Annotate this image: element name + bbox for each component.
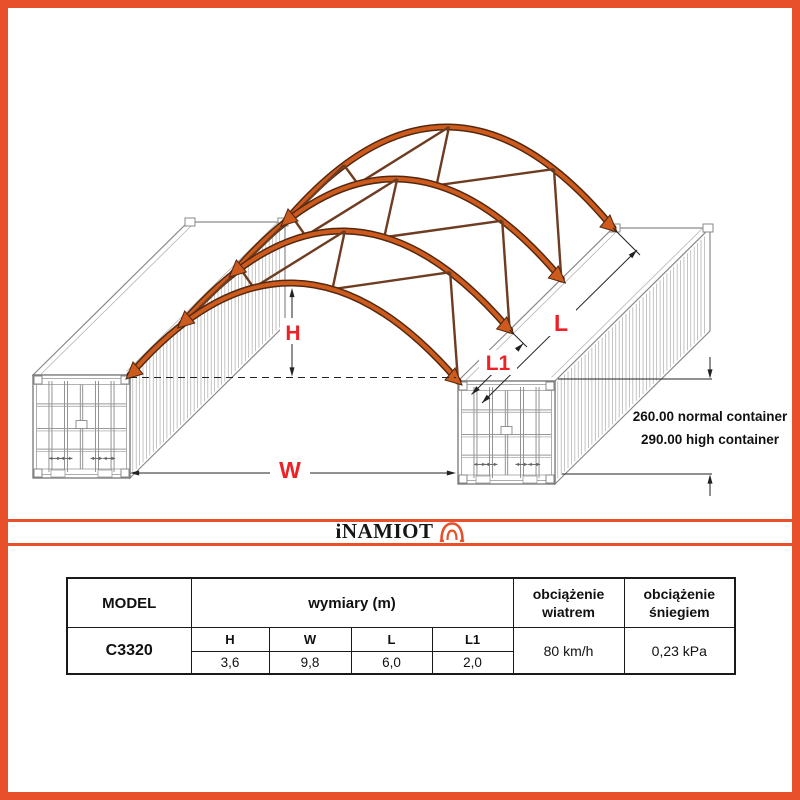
dim-label-l: L: [553, 310, 569, 336]
brand-logo: [0, 520, 800, 543]
value-l: 6,0: [351, 652, 432, 675]
subcol-l: L: [351, 628, 432, 652]
note-high-container: 290.00 high container: [640, 432, 780, 447]
tent-icon: [439, 521, 465, 542]
value-h: 3,6: [191, 652, 269, 675]
subcol-l1: L1: [432, 628, 513, 652]
spec-table: [66, 577, 736, 675]
col-header-dimensions: wymiary (m): [191, 578, 513, 628]
dim-label-h: H: [285, 322, 301, 345]
dim-label-w: W: [279, 457, 301, 483]
value-l1: 2,0: [432, 652, 513, 675]
dim-label-l1: L1: [485, 352, 511, 375]
snow-value-cell: 0,23 kPa: [624, 628, 735, 675]
value-w: 9,8: [269, 652, 351, 675]
wind-header-line1: obciążenie: [532, 585, 605, 602]
col-header-model: MODEL: [67, 578, 191, 628]
wind-header-line2: wiatrem: [542, 604, 595, 620]
subcol-w: W: [269, 628, 351, 652]
divider-rule-bottom: [8, 543, 792, 546]
snow-header-line1: obciążenie: [643, 585, 716, 602]
containers-group: [33, 218, 713, 484]
note-normal-container: 260.00 normal container: [632, 409, 788, 424]
snow-header-line2: śniegiem: [648, 604, 710, 620]
model-cell: C3320: [67, 628, 191, 675]
brand-logo-text: iNAMIOT: [335, 519, 434, 543]
col-header-snow: [624, 578, 735, 628]
col-header-wind: [513, 578, 624, 628]
subcol-h: H: [191, 628, 269, 652]
wind-value-cell: 80 km/h: [513, 628, 624, 675]
